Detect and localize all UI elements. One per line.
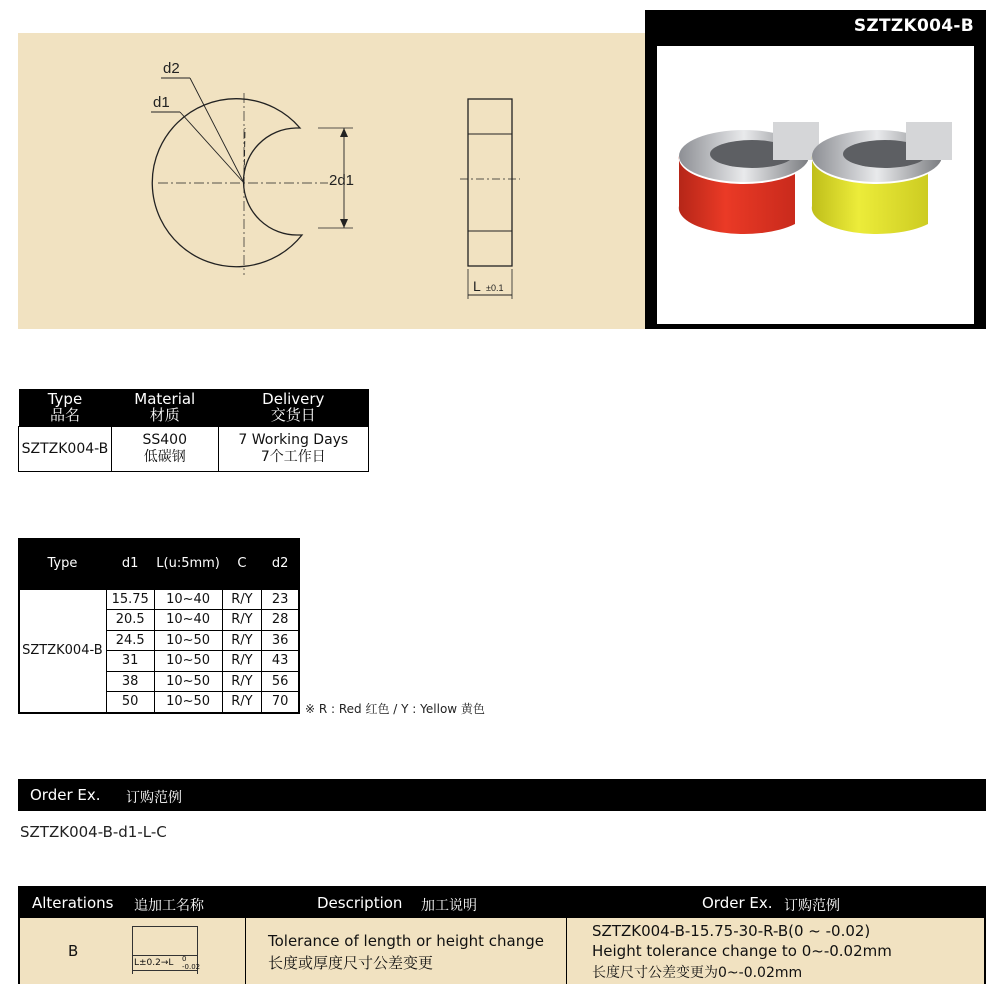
label-2d1: 2d1 [329,172,355,189]
table-cell: 31 [106,651,154,672]
table-cell: R/Y [222,651,262,672]
c-washers-illustration [657,46,974,324]
alterations-header [20,888,984,918]
table-cell: 50 [106,692,154,713]
header-delivery: Delivery 交货日 [218,389,368,427]
table-cell: 10~40 [154,589,222,610]
table-cell: 43 [262,651,299,672]
label-d1: d1 [153,94,170,111]
table-cell: 38 [106,671,154,692]
alt-description-cell: Tolerance of length or height change 长度或厚度尺寸公差变更 [268,932,544,972]
desc-header-zh: 加工说明 [421,898,477,914]
tolerance-icon: L±0.2→L 0 -0.02 [132,924,198,976]
label-L-tolerance: ±0.1 [486,283,504,293]
table-cell: 15.75 [106,589,154,610]
table-cell: 10~50 [154,692,222,713]
size-type-cell: SZTZK004-B [19,589,107,712]
table-cell: 10~50 [154,651,222,672]
alt-code-cell [20,918,245,984]
color-note: ※ R : Red 红色 / Y : Yellow 黄色 [305,702,485,716]
product-photo-frame [645,10,986,329]
table-cell: R/Y [222,610,262,631]
size-header-type: Type [19,538,107,589]
alteration-row [20,918,984,984]
order-title-zh: 订购范例 [126,790,182,806]
table-cell: R/Y [222,692,262,713]
table-cell: 10~50 [154,671,222,692]
header-type: Type 品名 [19,389,112,427]
side-view-outline [468,99,512,266]
product-code-title: SZTZK004-B [853,16,974,36]
label-d2: d2 [163,60,180,77]
spec-delivery-cell: 7 Working Days 7个工作日 [218,427,368,472]
order-code-format: SZTZK004-B-d1-L-C [20,823,167,841]
header-material: Material 材质 [111,389,218,427]
table-cell: 10~50 [154,630,222,651]
table-cell: 23 [262,589,299,610]
spec-table [18,389,369,472]
alterations-table [18,886,986,984]
size-header-d2: d2 [262,538,299,589]
table-cell: 28 [262,610,299,631]
alt-order-example-cell: SZTZK004-B-15.75-30-R-B(0 ~ -0.02) Height tolerance change to 0~-0.02mm 长度尺寸公差变更为0~-0.02mm [592,922,892,981]
size-header-c: C [222,538,262,589]
table-cell: R/Y [222,589,262,610]
table-cell: R/Y [222,671,262,692]
alt-code: B [68,942,79,960]
spec-type-cell: SZTZK004-B [19,427,112,472]
table-cell: 10~40 [154,610,222,631]
order-header-en: Order Ex. [702,894,773,912]
table-cell: 24.5 [106,630,154,651]
size-header-l: L(u:5mm) [154,538,222,589]
desc-header-en: Description [317,894,403,912]
spec-material-cell: SS400 低碳钢 [111,427,218,472]
table-cell: R/Y [222,630,262,651]
order-title-en: Order Ex. [30,786,101,804]
table-cell: 36 [262,630,299,651]
table-cell: 20.5 [106,610,154,631]
size-table [18,538,299,713]
label-L: L [473,278,481,294]
alt-header-en: Alterations [32,894,114,912]
size-header-d1: d1 [106,538,154,589]
technical-drawing-panel [18,33,645,329]
order-header-zh: 订购范例 [784,898,840,914]
table-cell: 56 [262,671,299,692]
product-photo [657,46,974,324]
c-washer-drawing [18,33,645,329]
order-example-bar [18,779,986,811]
alt-header-zh: 追加工名称 [134,898,204,914]
table-cell: 70 [262,692,299,713]
